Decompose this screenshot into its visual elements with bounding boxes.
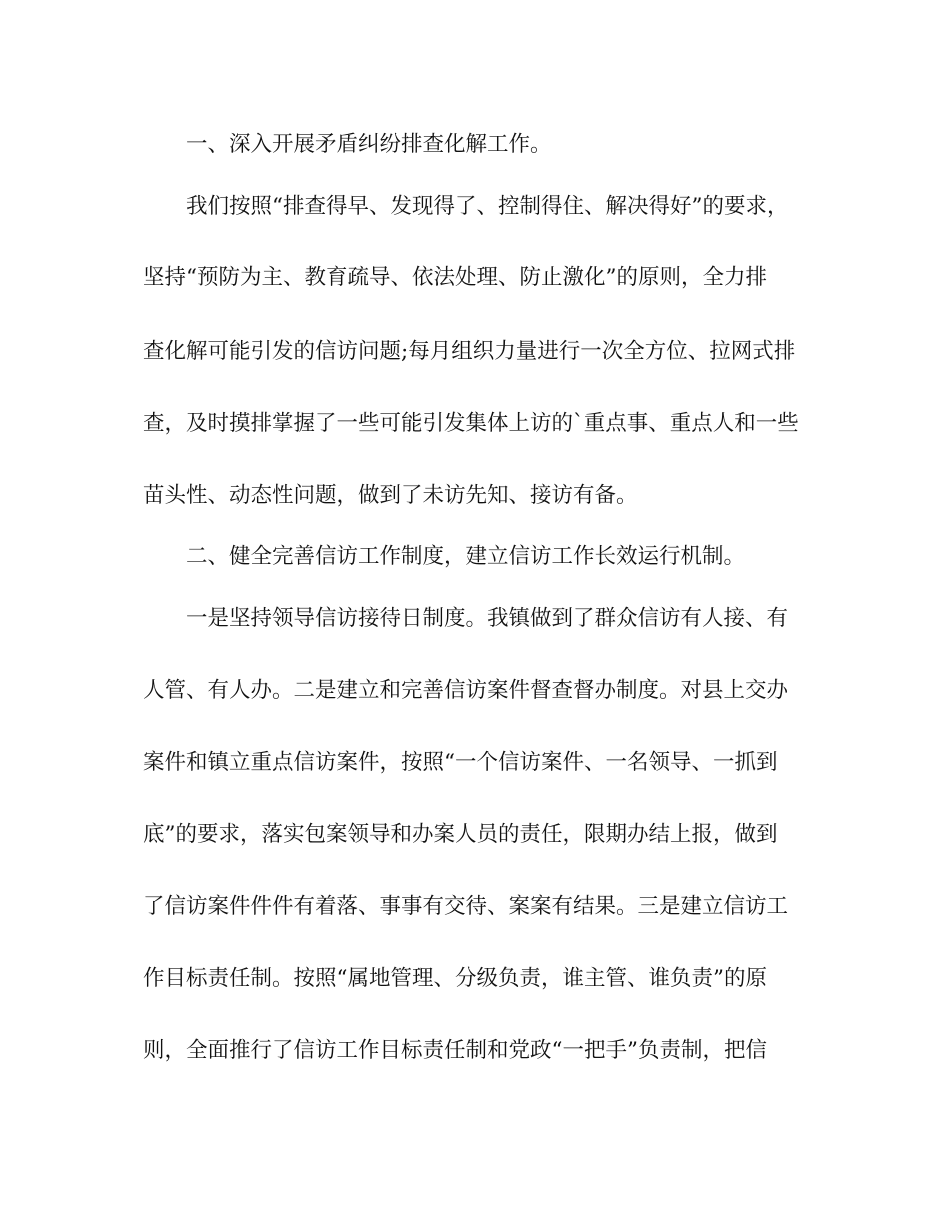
paragraph-line: 案件和镇立重点信访案件，按照“一个信访案件、一名领导、一抓到	[143, 750, 778, 775]
paragraph-line: 苗头性、动态性问题，做到了未访先知、接访有备。	[143, 483, 638, 508]
paragraph-line: 查，及时摸排掌握了一些可能引发集体上访的`重点事、重点人和一些	[143, 411, 799, 436]
paragraph-line: 我们按照“排查得早、发现得了、控制得住、解决得好”的要求，	[186, 194, 789, 219]
paragraph-line: 坚持“预防为主、教育疏导、依法处理、防止激化”的原则，全力排	[143, 265, 767, 290]
paragraph-line: 底”的要求，落实包案领导和办案人员的责任，限期办结上报，做到	[143, 822, 778, 847]
paragraph-line: 则，全面推行了信访工作目标责任制和党政“一把手”负责制，把信	[143, 1038, 767, 1063]
paragraph-line: 了信访案件件件有着落、事事有交待、案案有结果。三是建立信访工	[143, 894, 789, 919]
heading-section-1: 一、深入开展矛盾纠纷排查化解工作。	[186, 132, 552, 157]
paragraph-line: 作目标责任制。按照“属地管理、分级负责，谁主管、谁负责”的原	[143, 966, 767, 991]
heading-section-2: 二、健全完善信访工作制度，建立信访工作长效运行机制。	[186, 544, 746, 569]
paragraph-line: 查化解可能引发的信访问题;每月组织力量进行一次全方位、拉网式排	[143, 339, 796, 364]
paragraph-line: 一是坚持领导信访接待日制度。我镇做到了群众信访有人接、有	[186, 606, 789, 631]
paragraph-line: 人管、有人办。二是建立和完善信访案件督查督办制度。对县上交办	[143, 678, 789, 703]
